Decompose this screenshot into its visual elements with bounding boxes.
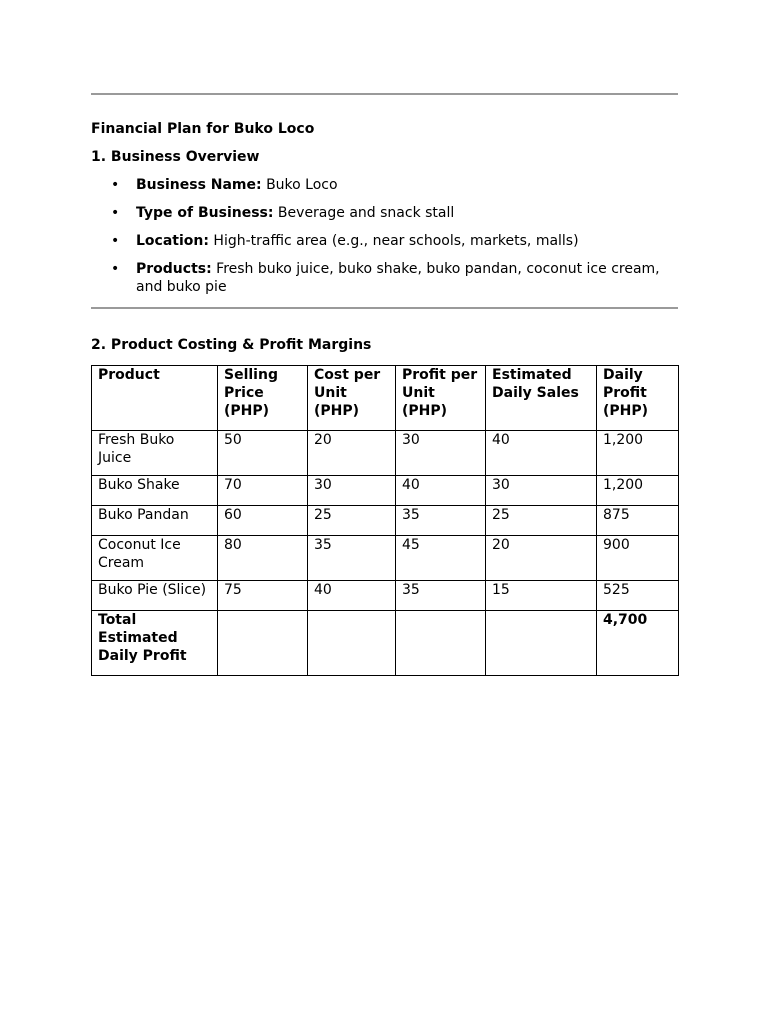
total-value: 4,700 <box>597 611 679 676</box>
table-row <box>92 431 679 476</box>
table-cell: 20 <box>486 536 597 581</box>
table-cell-empty <box>218 611 308 676</box>
column-header-selling-price: Selling Price (PHP) <box>218 366 308 431</box>
bullet-icon: • <box>111 205 120 221</box>
section-heading-product-costing: 2. Product Costing & Profit Margins <box>91 337 372 353</box>
table-cell: 900 <box>597 536 679 581</box>
table-cell: 25 <box>486 506 597 536</box>
table-row <box>92 506 679 536</box>
table-cell: Buko Shake <box>92 476 218 506</box>
section-heading-business-overview: 1. Business Overview <box>91 149 260 165</box>
table-header-row <box>92 366 679 431</box>
table-cell-empty <box>486 611 597 676</box>
column-header-estimated-daily-sales: Estimated Daily Sales <box>486 366 597 431</box>
table-row <box>92 476 679 506</box>
table-cell: 30 <box>486 476 597 506</box>
table-cell: 80 <box>218 536 308 581</box>
table-cell: 40 <box>396 476 486 506</box>
table-cell: 75 <box>218 581 308 611</box>
table-cell: 15 <box>486 581 597 611</box>
table-cell: 30 <box>308 476 396 506</box>
list-item-key: Location: <box>136 233 209 249</box>
table-cell: 70 <box>218 476 308 506</box>
bullet-icon: • <box>111 177 120 193</box>
table-cell: 525 <box>597 581 679 611</box>
table-cell: 875 <box>597 506 679 536</box>
table-cell-empty <box>308 611 396 676</box>
table-cell: Buko Pandan <box>92 506 218 536</box>
table-cell: Buko Pie (Slice) <box>92 581 218 611</box>
list-item <box>91 176 678 194</box>
table-cell: 1,200 <box>597 431 679 476</box>
business-overview-list <box>91 176 678 306</box>
list-item-value: Buko Loco <box>261 177 338 193</box>
list-item-value: Fresh buko juice, buko shake, buko pandan, coconut ice cream, and buko pie <box>136 261 660 295</box>
table-cell: 25 <box>308 506 396 536</box>
table-cell: 20 <box>308 431 396 476</box>
table-cell: 35 <box>396 581 486 611</box>
table-row <box>92 536 679 581</box>
product-costing-table <box>91 365 679 676</box>
table-cell: 1,200 <box>597 476 679 506</box>
list-item <box>91 232 678 250</box>
list-item-key: Business Name: <box>136 177 262 193</box>
table-cell: 35 <box>396 506 486 536</box>
list-item-value: Beverage and snack stall <box>273 205 455 221</box>
list-item-value: High-traffic area (e.g., near schools, markets, malls) <box>208 233 579 249</box>
table-cell: Fresh Buko Juice <box>92 431 218 476</box>
table-cell: 30 <box>396 431 486 476</box>
column-header-cost-per-unit: Cost per Unit (PHP) <box>308 366 396 431</box>
column-header-product: Product <box>92 366 218 431</box>
table-row <box>92 581 679 611</box>
table-cell: 40 <box>486 431 597 476</box>
column-header-daily-profit: Daily Profit (PHP) <box>597 366 679 431</box>
table-cell: 45 <box>396 536 486 581</box>
table-cell: 40 <box>308 581 396 611</box>
table-cell: 50 <box>218 431 308 476</box>
table-cell: 60 <box>218 506 308 536</box>
list-item-key: Products: <box>136 261 212 277</box>
table-total-row <box>92 611 679 676</box>
bullet-icon: • <box>111 233 120 249</box>
list-item <box>91 204 678 222</box>
table-cell: Coconut Ice Cream <box>92 536 218 581</box>
bullet-icon: • <box>111 261 120 277</box>
column-header-profit-per-unit: Profit per Unit (PHP) <box>396 366 486 431</box>
document-title: Financial Plan for Buko Loco <box>91 121 315 137</box>
list-item <box>91 260 678 296</box>
table-cell-empty <box>396 611 486 676</box>
section-divider <box>91 307 678 309</box>
top-divider <box>91 93 678 95</box>
table-cell: 35 <box>308 536 396 581</box>
list-item-key: Type of Business: <box>136 205 274 221</box>
total-label: Total Estimated Daily Profit <box>92 611 218 676</box>
